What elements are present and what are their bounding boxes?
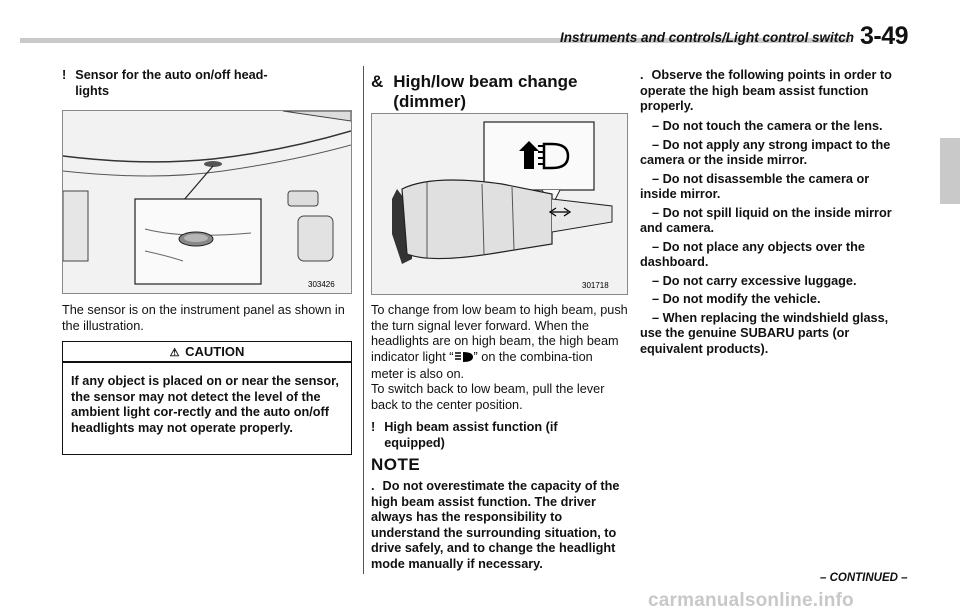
list-item: – When replacing the windshield glass, use the genuine SUBARU parts (or equivalent products). — [640, 310, 889, 356]
section-title: Instruments and controls/Light control switch — [560, 30, 855, 45]
heading-line-1: High/low beam change — [393, 72, 578, 91]
caution-body: If any object is placed on or near the sensor, the sensor may not detect the level of the ambient light cor-rectly and the auto on/off headlights may not operate properly. — [71, 374, 339, 435]
beam-paragraph-2: To switch back to low beam, pull the lever back to the center position. — [371, 382, 605, 412]
caution-icon: ⚠ — [169, 347, 180, 359]
list-item: – Do not carry excessive luggage. — [652, 273, 857, 288]
list-item: – Do not touch the camera or the lens. — [652, 119, 883, 133]
watermark: carmanualsonline.info — [648, 590, 854, 611]
observe-bullet: . — [640, 68, 644, 82]
beam-paragraph-1-end: ” on the combina-tion meter is also on. — [371, 349, 593, 381]
figure-number-middle: 301718 — [582, 281, 609, 290]
dashboard-sensor-drawing — [63, 111, 351, 293]
heading-marker: ! — [62, 68, 67, 82]
list-item: – Do not apply any strong impact to the camera or the inside mirror. — [640, 137, 891, 167]
high-low-beam-heading — [371, 72, 626, 112]
beam-paragraph-1-start: To change from low beam to high beam, push the turn signal lever forward. When the headlights are on high beam, the high beam indicator light “ — [371, 303, 628, 364]
heading-line-2: (dimmer) — [393, 92, 467, 111]
note-body — [371, 479, 628, 572]
assist-subheading — [371, 420, 628, 451]
sensor-heading-text: Sensor for the auto on/off head-lights — [75, 68, 268, 98]
page-number: 3-49 — [860, 22, 909, 50]
observe-intro-text: Observe the following points in order to operate the high beam assist function properly. — [640, 68, 892, 113]
figure-number-left: 303426 — [308, 280, 335, 289]
note-bullet: . — [371, 479, 375, 493]
note-title: NOTE — [371, 455, 421, 474]
caution-title: CAUTION — [185, 344, 245, 359]
caution-header — [62, 341, 352, 363]
chapter-tab — [940, 138, 960, 204]
precaution-list — [640, 119, 898, 357]
turn-signal-lever-drawing — [372, 114, 627, 294]
continued-marker: – CONTINUED – — [820, 572, 908, 584]
list-item: – Do not modify the vehicle. — [652, 292, 821, 306]
sensor-illustration — [62, 110, 352, 294]
list-item: – Do not disassemble the camera or inside mirror. — [640, 171, 870, 201]
column-divider — [363, 66, 364, 574]
beam-paragraph-1 — [371, 303, 628, 383]
list-item: – Do not spill liquid on the inside mirror and camera. — [640, 205, 892, 235]
subheading-marker: ! — [371, 420, 376, 434]
sensor-heading — [62, 68, 350, 99]
sensor-paragraph: The sensor is on the instrument panel as shown in the illustration. — [62, 303, 345, 333]
note-text: Do not overestimate the capacity of the high beam assist function. The driver always has the responsibility to understand the surrounding situation, to drive safely, and to change the headlight mode manually if necessary. — [371, 479, 620, 571]
list-item: – Do not place any objects over the dashboard. — [640, 239, 865, 269]
high-beam-indicator-icon — [454, 351, 474, 368]
section-marker: & — [371, 72, 384, 91]
caution-body-box — [62, 361, 352, 455]
assist-subheading-text: High beam assist function (if equipped) — [384, 420, 558, 450]
lever-illustration — [371, 113, 628, 295]
observe-intro — [640, 68, 898, 115]
